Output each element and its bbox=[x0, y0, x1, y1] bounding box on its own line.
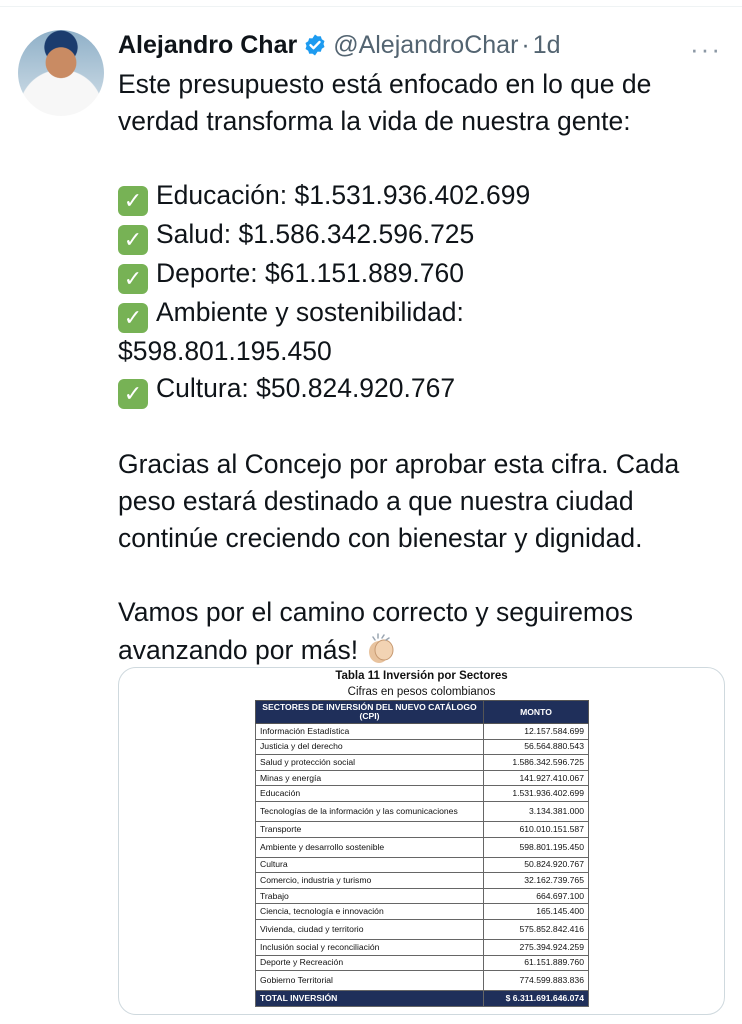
table-row bbox=[256, 755, 589, 771]
monto-cell: 1.586.342.596.725 bbox=[484, 755, 589, 771]
sector-cell: Educación bbox=[256, 786, 484, 802]
tweet-list-item bbox=[118, 177, 728, 216]
clapping-hands-icon bbox=[364, 631, 398, 665]
table-row bbox=[256, 770, 589, 786]
author-name[interactable]: Alejandro Char bbox=[118, 30, 298, 59]
tweet-line: continúe creciendo con bienestar y dignidad. bbox=[118, 523, 643, 553]
monto-cell: 275.394.924.259 bbox=[484, 939, 589, 955]
sector-cell: Trabajo bbox=[256, 888, 484, 904]
tweet-line: Gracias al Concejo por aprobar esta cifra. Cada bbox=[118, 449, 680, 479]
tweet-list-item-continuation: $598.801.195.450 bbox=[118, 336, 332, 366]
sector-cell: Ambiente y desarrollo sostenible bbox=[256, 837, 484, 857]
sector-cell: Minas y energía bbox=[256, 770, 484, 786]
sector-cell: Ciencia, tecnología e innovación bbox=[256, 904, 484, 920]
table-row bbox=[256, 904, 589, 920]
sector-cell: Información Estadística bbox=[256, 724, 484, 740]
table-row bbox=[256, 888, 589, 904]
monto-cell: 141.927.410.067 bbox=[484, 770, 589, 786]
sector-cell: Tecnologías de la información y las comunicaciones bbox=[256, 801, 484, 821]
monto-cell: 50.824.920.767 bbox=[484, 857, 589, 873]
monto-cell: 61.151.889.760 bbox=[484, 955, 589, 971]
check-mark-icon: ✓ bbox=[118, 379, 148, 409]
tweet-line bbox=[118, 631, 728, 669]
tweet-header bbox=[118, 28, 561, 62]
tweet-text bbox=[118, 66, 728, 669]
table-total-row bbox=[256, 991, 589, 1007]
check-mark-icon: ✓ bbox=[118, 225, 148, 255]
column-header-sector: SECTORES DE INVERSIÓN DEL NUEVO CATÁLOGO (CPI) bbox=[256, 701, 484, 724]
table-row bbox=[256, 971, 589, 991]
table-row bbox=[256, 857, 589, 873]
table-subtitle: Cifras en pesos colombianos bbox=[347, 686, 496, 698]
tweet-line: verdad transforma la vida de nuestra gente: bbox=[118, 106, 631, 136]
tweet-list-item-text: Cultura: $50.824.920.767 bbox=[156, 373, 456, 403]
monto-cell: 3.134.381.000 bbox=[484, 801, 589, 821]
monto-cell: 575.852.842.416 bbox=[484, 919, 589, 939]
table-row bbox=[256, 873, 589, 889]
sector-cell: Gobierno Territorial bbox=[256, 971, 484, 991]
tweet-list-item bbox=[118, 255, 728, 294]
investment-table bbox=[255, 700, 589, 1007]
table-row bbox=[256, 821, 589, 837]
check-mark-icon: ✓ bbox=[118, 186, 148, 216]
monto-cell: 1.531.936.402.699 bbox=[484, 786, 589, 802]
table-row bbox=[256, 919, 589, 939]
sector-cell: Transporte bbox=[256, 821, 484, 837]
table-row bbox=[256, 786, 589, 802]
column-header-monto: MONTO bbox=[484, 701, 589, 724]
total-label: TOTAL INVERSIÓN bbox=[256, 991, 484, 1007]
table-row bbox=[256, 939, 589, 955]
tweet-list-item-text: Deporte: $61.151.889.760 bbox=[156, 258, 464, 288]
timestamp[interactable]: 1d bbox=[532, 30, 561, 59]
tweet-list-item bbox=[118, 294, 728, 333]
check-mark-icon: ✓ bbox=[118, 303, 148, 333]
monto-cell: 664.697.100 bbox=[484, 888, 589, 904]
monto-cell: 56.564.880.543 bbox=[484, 739, 589, 755]
separator-dot: · bbox=[521, 30, 530, 59]
tweet-list-item-text: Salud: $1.586.342.596.725 bbox=[156, 219, 475, 249]
table-row bbox=[256, 837, 589, 857]
avatar[interactable] bbox=[18, 30, 104, 116]
tweet-list-item-text: Ambiente y sostenibilidad: bbox=[156, 297, 464, 327]
author-handle[interactable]: @AlejandroChar bbox=[333, 30, 519, 59]
tweet-line: Este presupuesto está enfocado en lo que de bbox=[118, 69, 652, 99]
more-options-icon[interactable]: ··· bbox=[690, 34, 722, 64]
tweet-list-item bbox=[118, 370, 728, 409]
monto-cell: 610.010.151.587 bbox=[484, 821, 589, 837]
tweet-line-text: avanzando por más! bbox=[118, 635, 359, 665]
tweet-list-item-text: Educación: $1.531.936.402.699 bbox=[156, 180, 531, 210]
table-row bbox=[256, 801, 589, 821]
sector-cell: Justicia y del derecho bbox=[256, 739, 484, 755]
top-divider bbox=[0, 6, 742, 7]
table-row bbox=[256, 739, 589, 755]
sector-cell: Salud y protección social bbox=[256, 755, 484, 771]
monto-cell: 774.599.883.836 bbox=[484, 971, 589, 991]
tweet-line: Vamos por el camino correcto y seguiremos bbox=[118, 597, 633, 627]
sector-cell: Comercio, industria y turismo bbox=[256, 873, 484, 889]
table-title: Tabla 11 Inversión por Sectores bbox=[335, 670, 508, 682]
tweet-list-item bbox=[118, 216, 728, 255]
sector-cell: Cultura bbox=[256, 857, 484, 873]
table-row bbox=[256, 724, 589, 740]
monto-cell: 12.157.584.699 bbox=[484, 724, 589, 740]
monto-cell: 32.162.739.765 bbox=[484, 873, 589, 889]
sector-cell: Deporte y Recreación bbox=[256, 955, 484, 971]
verified-badge-icon bbox=[303, 33, 327, 57]
tweet-line: peso estará destinado a que nuestra ciudad bbox=[118, 486, 634, 516]
total-value: $ 6.311.691.646.074 bbox=[484, 991, 589, 1007]
monto-cell: 598.801.195.450 bbox=[484, 837, 589, 857]
table-row bbox=[256, 955, 589, 971]
sector-cell: Vivienda, ciudad y territorio bbox=[256, 919, 484, 939]
check-mark-icon: ✓ bbox=[118, 264, 148, 294]
monto-cell: 165.145.400 bbox=[484, 904, 589, 920]
image-attachment[interactable] bbox=[118, 667, 725, 1015]
sector-cell: Inclusión social y reconciliación bbox=[256, 939, 484, 955]
